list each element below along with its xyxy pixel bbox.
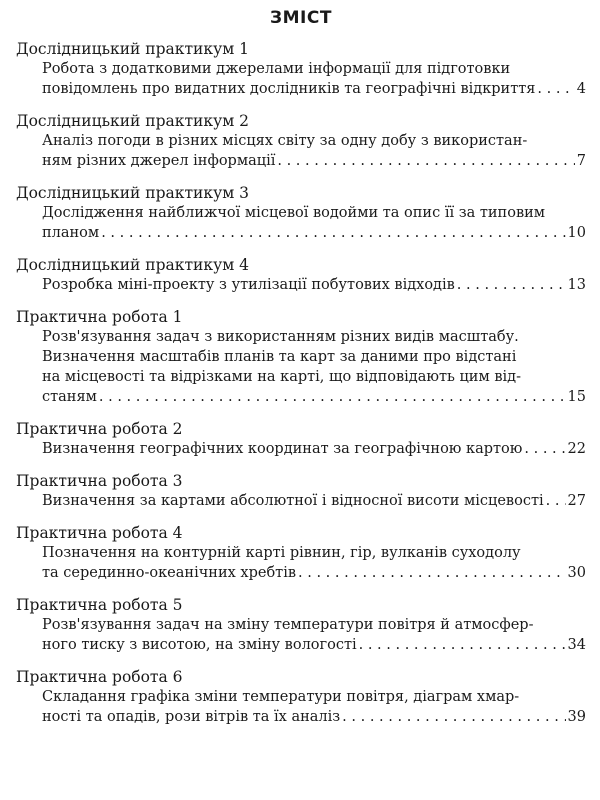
entry-last-line	[42, 563, 586, 583]
dot-leader	[457, 275, 566, 295]
section-heading: Дослідницький практикум 1	[16, 40, 250, 58]
entry-text-line: Визначення масштабів планів та карт за даними про відстані	[42, 349, 517, 365]
entry-text-line: Позначення на контурній карті рівнин, гір, вулканів суходолу	[42, 545, 521, 561]
entry-last-line	[42, 491, 586, 511]
section-heading: Практична робота 2	[16, 420, 183, 438]
entry-text-line: Визначення географічних координат за географічною картою	[42, 441, 523, 457]
toc-section	[16, 112, 586, 171]
toc-entry	[42, 439, 586, 459]
page-number: 39	[567, 709, 586, 725]
entry-last-line	[42, 223, 586, 243]
toc-section	[16, 472, 586, 511]
section-heading: Дослідницький практикум 3	[16, 184, 250, 202]
entry-text-line: Розв'язування задач на зміну температури повітря й атмосфер-	[42, 617, 534, 633]
dot-leader	[359, 635, 566, 655]
entry-last-line	[42, 387, 586, 407]
dot-leader	[101, 223, 565, 243]
section-heading: Практична робота 5	[16, 596, 183, 614]
entry-text-line: ного тиску з висотою, на зміну вологості	[42, 637, 357, 653]
section-heading: Практична робота 6	[16, 668, 183, 686]
entry-last-line	[42, 439, 586, 459]
entry-text-line: ності та опадів, рози вітрів та їх аналіз	[42, 709, 341, 725]
page-number: 30	[567, 565, 586, 581]
page-number: 7	[576, 153, 586, 169]
entry-last-line	[42, 275, 586, 295]
section-heading: Дослідницький практикум 2	[16, 112, 250, 130]
entry-last-line	[42, 151, 586, 171]
entry-text-line: планом	[42, 225, 100, 241]
entry-text-line: на місцевості та відрізками на карті, що відповідають цим від-	[42, 369, 521, 385]
entry-text-line: Робота з додатковими джерелами інформації для підготовки	[42, 61, 511, 77]
dot-leader	[99, 387, 566, 407]
dot-leader	[537, 79, 574, 99]
section-heading: Дослідницький практикум 4	[16, 256, 250, 274]
toc-entry	[42, 59, 586, 99]
entry-text-line: Складання графіка зміни температури повітря, діаграм хмар-	[42, 689, 520, 705]
entry-text-line: Розв'язування задач з використанням різних видів масштабу.	[42, 329, 519, 345]
entry-text-line: повідомлень про видатних дослідників та географічні відкриття	[42, 81, 536, 97]
toc-section	[16, 40, 586, 99]
toc-entry	[42, 203, 586, 243]
toc-section	[16, 184, 586, 243]
dot-leader	[298, 563, 566, 583]
page-number: 15	[567, 389, 586, 405]
page-number: 22	[567, 441, 586, 457]
dot-leader	[277, 151, 574, 171]
page-number: 13	[567, 277, 586, 293]
toc-section	[16, 668, 586, 727]
entry-text-line: станям	[42, 389, 97, 405]
toc-section	[16, 420, 586, 459]
toc-entry	[42, 615, 586, 655]
section-heading: Практична робота 4	[16, 524, 183, 542]
toc-section	[16, 596, 586, 655]
entry-last-line	[42, 635, 586, 655]
page-number: 27	[567, 493, 586, 509]
entry-last-line	[42, 707, 586, 727]
toc-entry	[42, 275, 586, 295]
section-heading: Практична робота 1	[16, 308, 183, 326]
page-title: ЗМІСТ	[270, 8, 332, 28]
toc-entry	[42, 327, 586, 407]
page-number: 4	[576, 81, 586, 97]
entry-text-line: Аналіз погоди в різних місцях світу за одну добу з використан-	[42, 133, 528, 149]
toc-section	[16, 524, 586, 583]
table-of-contents	[16, 40, 586, 727]
toc-section	[16, 308, 586, 407]
entry-text-line: та серединно-океанічних хребтів	[42, 565, 297, 581]
entry-text-line: ням різних джерел інформації	[42, 153, 276, 169]
section-heading: Практична робота 3	[16, 472, 183, 490]
entry-text-line: Розробка міні-проекту з утилізації побутових відходів	[42, 277, 455, 293]
page-number: 10	[567, 225, 586, 241]
toc-entry	[42, 543, 586, 583]
dot-leader	[342, 707, 565, 727]
entry-last-line	[42, 79, 586, 99]
dot-leader	[546, 491, 566, 511]
entry-text-line: Визначення за картами абсолютної і відносної висоти місцевості	[42, 493, 544, 509]
toc-entry	[42, 131, 586, 171]
toc-entry	[42, 491, 586, 511]
dot-leader	[524, 439, 565, 459]
toc-entry	[42, 687, 586, 727]
toc-section	[16, 256, 586, 295]
entry-text-line: Дослідження найближчої місцевої водойми та опис її за типовим	[42, 205, 546, 221]
page-number: 34	[567, 637, 586, 653]
